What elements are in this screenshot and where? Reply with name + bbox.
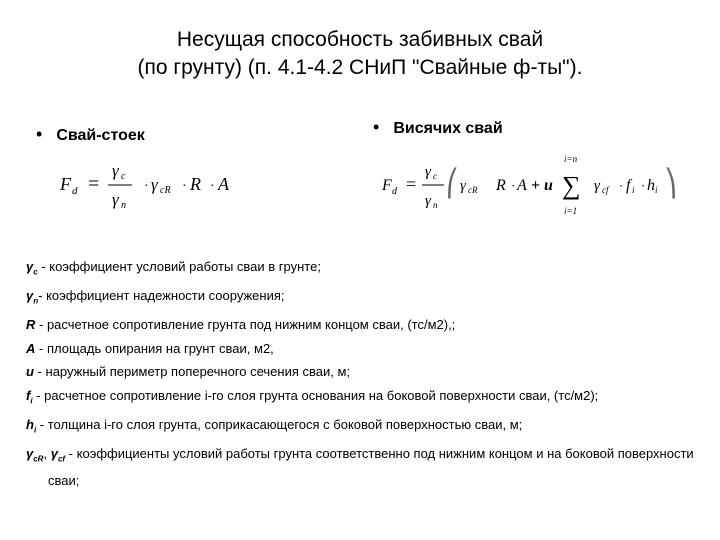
definition-row xyxy=(26,361,706,383)
formula-f-sub: i xyxy=(632,185,635,195)
formula-dot: · xyxy=(182,179,187,194)
formula-gamma-cr-sub: cR xyxy=(468,185,478,195)
formula-lhs: F xyxy=(60,174,71,194)
formula-gamma-cr-sub: cR xyxy=(160,185,171,196)
formula-h: h xyxy=(647,177,655,194)
definition-separator: - xyxy=(36,416,45,432)
definition-separator: - xyxy=(32,387,41,403)
formula-equals: = xyxy=(88,173,100,195)
definition-row xyxy=(26,338,706,360)
definition-separator: - xyxy=(37,259,46,274)
bracket-right-icon: ⎞ xyxy=(664,169,677,198)
bullet-friction-piles xyxy=(373,117,503,138)
formula-a: A xyxy=(517,177,527,194)
formula-sum-bot: i=1 xyxy=(564,206,578,216)
definition-text: расчетное сопротивление i-го слоя грунта основания на боковой поверхности сваи, (тс/м2); xyxy=(40,387,599,403)
bullet-end-bearing-piles xyxy=(36,124,145,145)
definition-symbol: $\gamma_c$ xyxy=(26,259,38,277)
definition-row xyxy=(26,443,706,493)
formula-den-gamma: γ xyxy=(425,193,431,209)
definition-symbol: A xyxy=(26,340,36,356)
formula-r: R xyxy=(190,174,201,194)
definition-separator-2: - xyxy=(65,445,74,461)
slide-title xyxy=(0,26,720,82)
formula-num-sub: c xyxy=(433,171,437,181)
bracket-left-icon: ⎛ xyxy=(446,169,459,198)
formula-gamma-cr: γ xyxy=(460,178,466,194)
definition-text: коэффициенты условий работы грунта соответственно под нижним концом и на боковой поверхности сваи; xyxy=(48,445,694,489)
formula-end-bearing xyxy=(54,158,254,218)
definition-symbol: $f_i$ xyxy=(26,387,33,406)
formula-gamma-cf: γ xyxy=(594,178,600,194)
formula-friction xyxy=(376,150,696,224)
formula-equals: = xyxy=(406,174,417,194)
formula-gamma-cf-sub: cf xyxy=(602,185,609,195)
formula-num-gamma: γ xyxy=(112,161,119,180)
definition-text: наружный периметр поперечного сечения сваи, м; xyxy=(41,364,351,380)
definition-separator: - xyxy=(33,364,42,380)
definition-row xyxy=(26,414,706,442)
formula-den-sub: n xyxy=(121,200,126,211)
bullet-label: Висячих свай xyxy=(393,120,503,137)
formula-den-sub: n xyxy=(433,200,438,210)
formula-u: u xyxy=(544,177,553,194)
definitions-list xyxy=(26,256,706,494)
definition-text: расчетное сопротивление грунта под нижним концом сваи, (тс/м2),; xyxy=(43,317,456,333)
formula-a: A xyxy=(218,174,229,194)
formula-num-sub: c xyxy=(121,171,126,182)
definition-separator: - xyxy=(35,340,44,356)
formula-lhs-sub: d xyxy=(72,185,78,197)
definition-symbol: $\gamma_n$ xyxy=(26,288,39,306)
definition-row xyxy=(26,285,706,313)
definition-separator: - xyxy=(38,288,43,304)
definition-symbol: $\gamma_{cR}$ xyxy=(26,445,44,464)
formula-den-gamma: γ xyxy=(112,190,119,209)
definition-row xyxy=(26,385,706,413)
formula-r: R xyxy=(496,177,506,194)
definition-symbol-2: $\gamma_{cf}$ xyxy=(50,445,66,464)
formula-dot: · xyxy=(144,179,149,194)
formula-dot: · xyxy=(619,178,624,193)
formula-num-gamma: γ xyxy=(425,164,431,180)
definition-row xyxy=(26,256,706,284)
definition-separator: - xyxy=(35,317,44,333)
definition-symbol: u xyxy=(26,364,34,380)
formula-dot: · xyxy=(511,178,516,193)
definition-text: коэффициент надежности сооружения; xyxy=(42,288,285,304)
formula-lhs-sub: d xyxy=(392,186,397,197)
definition-text: коэффициент условий работы сваи в грунте; xyxy=(45,259,321,274)
formula-h-sub: i xyxy=(655,185,658,195)
definition-symbol: R xyxy=(26,317,36,333)
title-line-1: Несущая способность забивных свай xyxy=(176,28,544,51)
definition-symbol: $h_i$ xyxy=(26,416,37,435)
formula-dot: · xyxy=(641,178,646,193)
formula-dot: · xyxy=(210,179,215,194)
bullet-dot-icon: • xyxy=(36,124,43,144)
definition-text: площадь опирания на грунт сваи, м2, xyxy=(43,340,274,356)
formula-plus: + xyxy=(531,177,541,194)
definition-text: толщина i-го слоя грунта, соприкасающегося с боковой поверхностью сваи, м; xyxy=(44,416,523,432)
formula-lhs: F xyxy=(382,177,392,194)
bullet-label: Свай-стоек xyxy=(56,127,145,144)
formula-gamma-cr: γ xyxy=(151,175,158,194)
bullet-dot-icon: • xyxy=(373,117,380,137)
formula-f: f xyxy=(626,177,631,194)
title-line-2: (по грунту) (п. 4.1-4.2 СНиП "Свайные ф-ты"). xyxy=(137,56,583,79)
definition-separator: , xyxy=(43,445,51,461)
sum-icon: ∑ xyxy=(562,171,581,200)
formula-sum-top: i=n xyxy=(564,154,578,164)
definition-row xyxy=(26,314,706,336)
